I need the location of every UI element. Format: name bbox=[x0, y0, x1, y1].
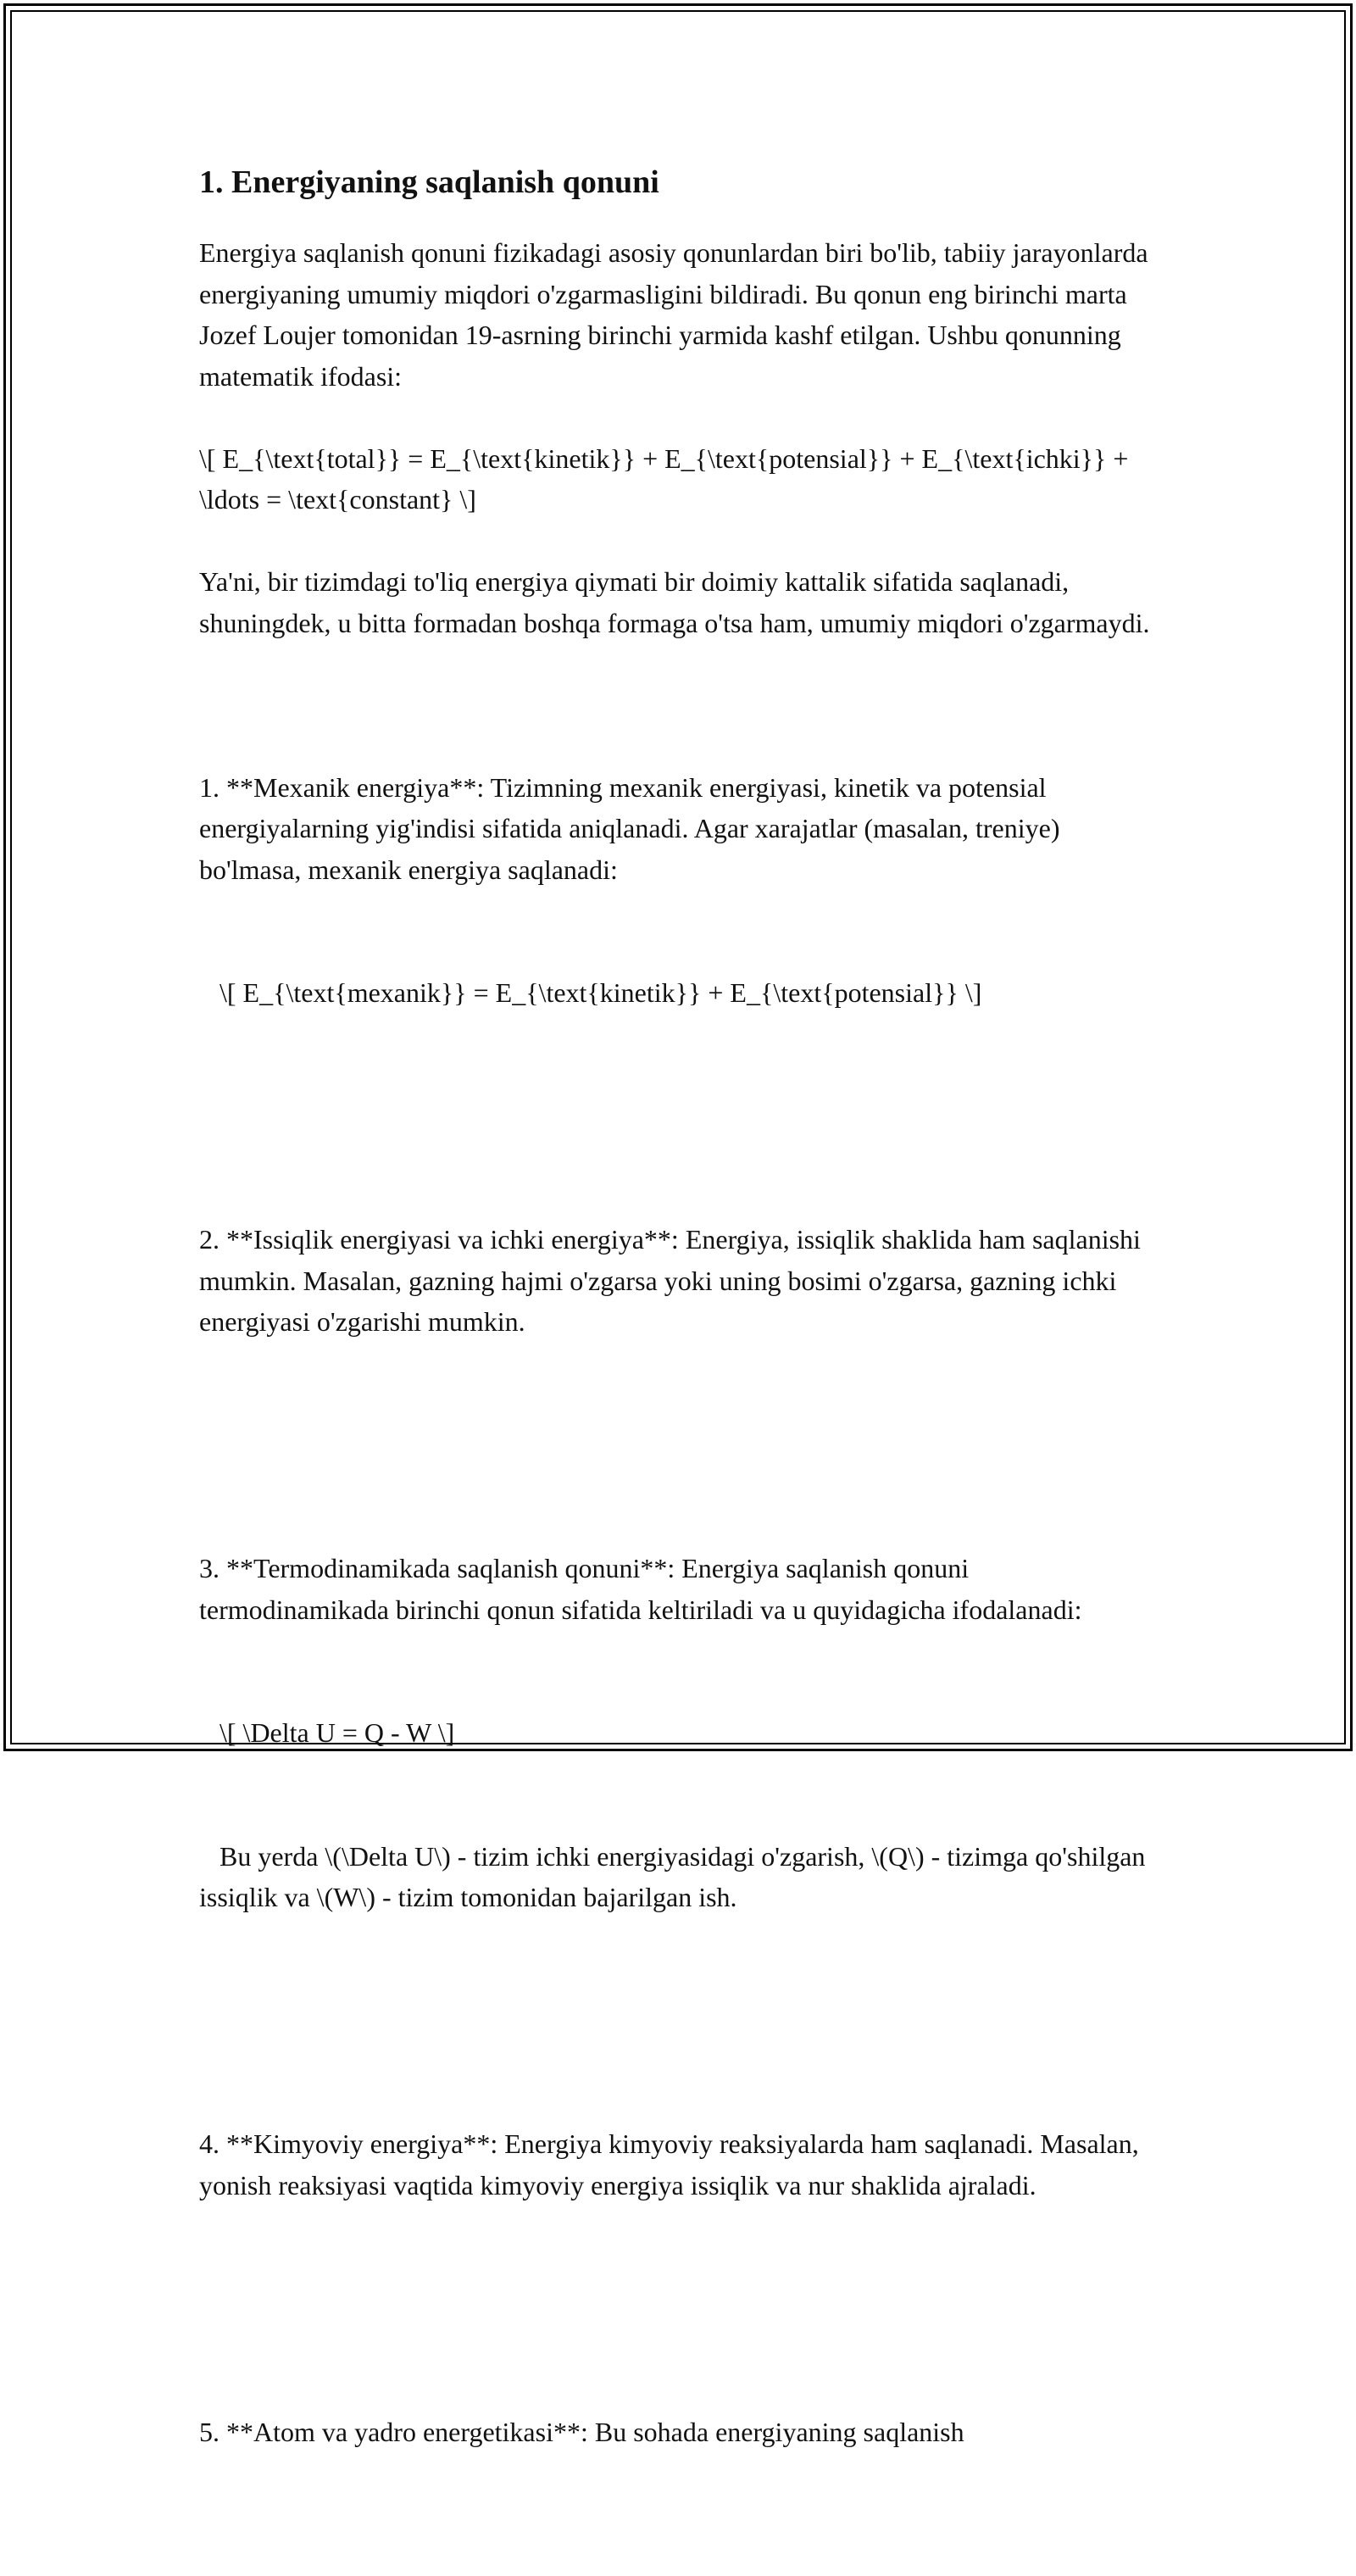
list-item-text: 5. **Atom va yadro energetikasi**: Bu sohada energiyaning saqlanish bbox=[199, 2416, 964, 2447]
document-body bbox=[199, 158, 1165, 2576]
total-energy-formula: \[ E_{\text{total}} = E_{\text{kinetik}} + E_{\text{potensial}} + E_{\text{ichki}} + \ldots = \text{constant} \] bbox=[199, 442, 1136, 515]
list-item-text: 3. **Termodinamikada saqlanish qonuni**: Energiya saqlanish qonuni termodinamikada birinchi qonun sifatida keltiriladi va u quyidagicha ifodalanadi: bbox=[199, 1553, 1082, 1625]
explanation-paragraph: Ya'ni, bir tizimdagi to'liq energiya qiymati bir doimiy kattalik sifatida saqlanadi, shuningdek, u bitta formadan boshqa formaga o'tsa ham, umumiy miqdori o'zgarmaydi. bbox=[199, 566, 1150, 638]
intro-paragraph: Energiya saqlanish qonuni fizikadagi asosiy qonunlardan biri bo'lib, tabiiy jarayonlarda energiyaning umumiy miqdori o'zgarmasligini bildiradi. Bu qonun eng birinchi marta Jozef Loujer tomonidan 19-asrning birinchi yarmida kashf etilgan. Ushbu qonunning matematik ifodasi: bbox=[199, 237, 1155, 392]
list-item-text: 4. **Kimyoviy energiya**: Energiya kimyoviy reaksiyalarda ham saqlanadi. Masalan, yonish reaksiyasi vaqtida kimyoviy energiya issiqlik va nur shaklida ajraladi. bbox=[199, 2128, 1146, 2200]
list-item-mechanical bbox=[199, 685, 1165, 1096]
list-item-text: 1. **Mexanik energiya**: Tizimning mexanik energiyasi, kinetik va potensial energiyalarning yig'indisi sifatida aniqlanadi. Agar xarajatlar (masalan, treniye) bo'lmasa, mexanik energiya saqlanadi: bbox=[199, 771, 1067, 885]
list-item-nuclear bbox=[199, 2329, 1165, 2535]
mechanical-energy-formula: \[ E_{\text{mexanik}} = E_{\text{kinetik}} + E_{\text{potensial}} \] bbox=[199, 977, 982, 1008]
first-law-formula: \[ \Delta U = Q - W \] bbox=[199, 1717, 455, 1748]
section-heading: 1. Energiyaning saqlanish qonuni bbox=[199, 164, 659, 200]
list-item-text: 2. **Issiqlik energiyasi va ichki energiya**: Energiya, issiqlik shaklida ham saqlanishi mumkin. Masalan, gazning hajmi o'zgarsa yoki uning bosimi o'zgarsa, gazning ichki energiyasi o'zgarishi mumkin. bbox=[199, 1224, 1148, 1337]
list-item-thermodynamics bbox=[199, 1466, 1165, 2000]
list-item-thermal bbox=[199, 1137, 1165, 1425]
list-item-chemical bbox=[199, 2041, 1165, 2288]
formula-note: Bu yerda \(\Delta U\) - tizim ichki energiyasidagi o'zgarish, \(Q\) - tizimga qo'shilgan issiqlik va \(W\) - tizim tomonidan bajarilgan ish. bbox=[199, 1840, 1153, 1912]
